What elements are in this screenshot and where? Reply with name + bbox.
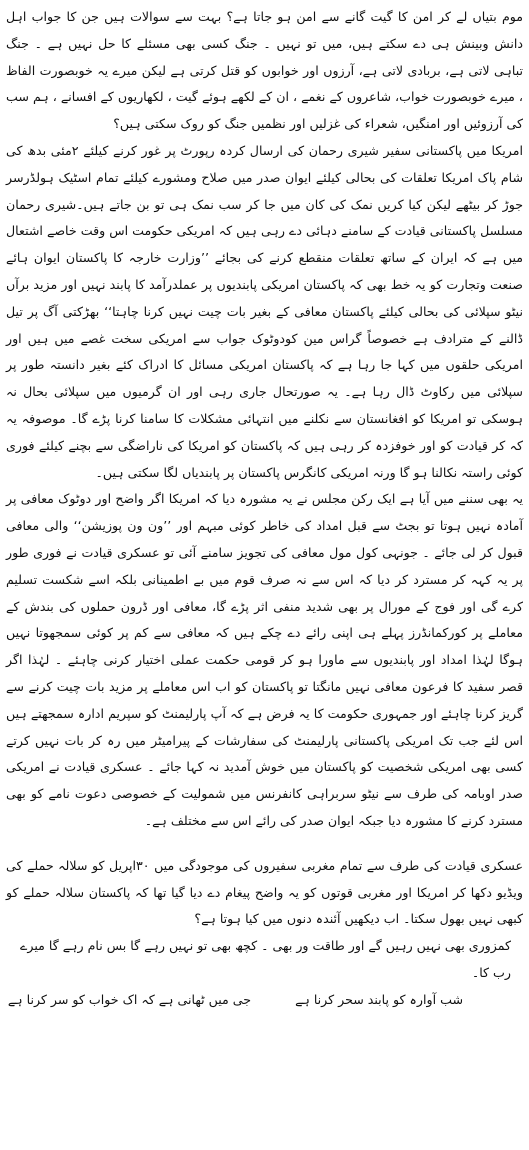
- couplet-first-hemistich: شب آوارہ کو پابند سحر کرنا ہے: [295, 991, 463, 1007]
- article-paragraph-4: عسکری قیادت کی طرف سے تمام مغربی سفیروں کی موجودگی میں ۳۰اپریل کو سلالہ حملے کی ویڈیو دکھا کر امریکا اور مغربی قوتوں کو یہ واضح پیغام دے دیا گیا تھا کہ پاکستان سلالہ حملے کو کبھی نہیں بھول سکتا۔ اب دیکھیں آئندہ دنوں میں کیا ہوتا ہے؟: [6, 857, 523, 927]
- article-paragraph-3: یہ بھی سننے میں آیا ہے ایک رکن مجلس نے یہ مشورہ دیا کہ امریکا اگر واضح اور دوٹوک معافی پر آمادہ نہیں ہوتا تو بجٹ سے قبل امداد کی خاطر کوئی مبہم اور ’’ون ون پوزیشن‘‘ والی معافی قبول کر لی جائے ۔ جونہی کول مول معافی کی تجویز سامنے آئی تو عسکری قیادت نے فوری طور پر یہ کہہ کر مسترد کر دیا کہ اس سے نہ صرف قوم میں بے اطمینانی بلکہ اسے شکست تسلیم کرے گی اور فوج کے مورال پر بھی شدید منفی اثر پڑے گا، معافی اور ڈرون حملوں کی بندش کے معاملے پر کورکمانڈرز پہلے ہی اپنی رائے دے چکے ہیں کہ معافی سے کم پر کوئی سمجھوتا نہیں ہوگا لہٰذا امداد اور پابندیوں سے ماورا ہو کر قومی حکمت عملی اختیار کرنی چاہئے ۔ لہٰذا اگر قصر سفید کا فرعون معافی نہیں مانگتا تو پاکستان کو اب اس معاملے پر مزید بات چیت کرنے سے گریز کرنا چاہئے اور جمہوری حکومت کا یہ فرض ہے کہ آپ پارلیمنٹ کو سپریم ادارہ سمجھتے ہیں اس لئے جب تک امریکی پاکستانی پارلیمنٹ کی سفارشات کے پیرامیٹر میں رہ کر بات نہیں کرتے کسی بھی امریکی شخصیت کو پاکستان میں خوش آمدید نہ کہا جائے ۔ عسکری قیادت نے امریکی صدر اوبامہ کی طرف سے نیٹو سربراہی کانفرنس میں شمولیت کے خصوصی دعوت نامے کو بھی مسترد کرنے کا مشورہ دیا جبکہ ایوان صدر کی رائے اس سے مختلف ہے۔: [6, 491, 523, 828]
- closing-couplet: [6, 987, 523, 1014]
- article-body: [6, 4, 523, 1013]
- couplet-second-hemistich: جی میں ٹھانی ہے کہ اک خواب کو سر کرنا ہے: [7, 991, 252, 1007]
- closing-verse-line: کمزوری بھی نہیں رہیں گے اور طاقت ور بھی ۔ کچھ بھی تو نہیں رہے گا بس نام رہے گا میرے رب کا۔: [20, 938, 511, 980]
- article-paragraph-1: موم بتیاں لے کر امن کا گیت گانے سے امن ہو جاتا ہے؟ بہت سے سوالات ہیں جن کا جواب اہل دانش وبینش ہی دے سکتے ہیں، میں تو نہیں ۔ جنگ کسی بھی مسئلے کا حل نہیں ہے ۔ جنگ تباہی لاتی ہے، بربادی لاتی ہے، آرزوں اور خوابوں کو قتل کرتی ہے لیکن میرے یہ خوبصورت الفاظ ، میرے خوبصورت خواب، شاعروں کے نغمے ، ان کے لکھے ہوئے گیت ، لکھاریوں کے افسانے ، ہم سب کی آرزوئیں اور امنگیں، شعراء کی غزلیں اور نظمیں جنگ کو روک سکتی ہیں؟: [6, 9, 523, 132]
- paragraph-spacer: [6, 835, 523, 853]
- article-paragraph-2: امریکا میں پاکستانی سفیر شیری رحمان کی ارسال کردہ رپورٹ پر غور کرنے کیلئے ۲مئی بدھ کی شام پاک امریکا تعلقات کی بحالی کیلئے ایوان صدر میں صلاح ومشورے کیلئے تمام اسٹیک ہولڈرسر جوڑ کر بیٹھے لیکن کیا کریں نمک کی کان میں جا کر سب نمک ہی تو بن جاتے ہیں۔شیری رحمان مسلسل پاکستانی قیادت کے سامنے دہائی دے رہی ہیں کہ امریکی حکومت اس وقت خاصے اشتعال میں ہے کہ ایران کے ساتھ تعلقات منقطع کرنے کی بجائے ’’وزارت خارجہ کا پاکستان ایوان ہائے صنعت وتجارت کو یہ خط بھی کہ پاکستان امریکی پابندیوں پر عملدرآمد کا پابند نہیں اور مزید برآں نیٹو سپلائی کی بحالی کیلئے پاکستان معافی کے بغیر بات چیت نہیں کرنا چاہتا‘‘ بھڑکتی آگ پر تیل ڈالنے کے مترادف ہے خصوصاً گراس مین کودوٹوک جواب سے امریکی سخت غصے میں ہیں اور امریکی حلقوں میں کہا جا رہا ہے کہ پاکستان امریکی مسائل کا ادراک کئے بغیر دانستہ طور پر سپلائی میں رکاوٹ ڈال رہا ہے۔ یہ صورتحال جاری رہی اور ان گرمیوں میں سپلائی بحال نہ ہوسکی تو امریکا کو افغانستان سے نکلنے میں انتہائی مشکلات کا سامنا کرنا پڑے گا۔ موصوفہ یہ کہ کر قیادت کو اور خوفزدہ کر رہی ہیں کہ پاکستان کو امریکا کی ناراضگی سے بچنے کیلئے فوری کوئی راستہ نکالنا ہو گا ورنہ امریکی کانگرس پاکستان پر پابندیاں لگا سکتی ہیں۔: [6, 142, 524, 480]
